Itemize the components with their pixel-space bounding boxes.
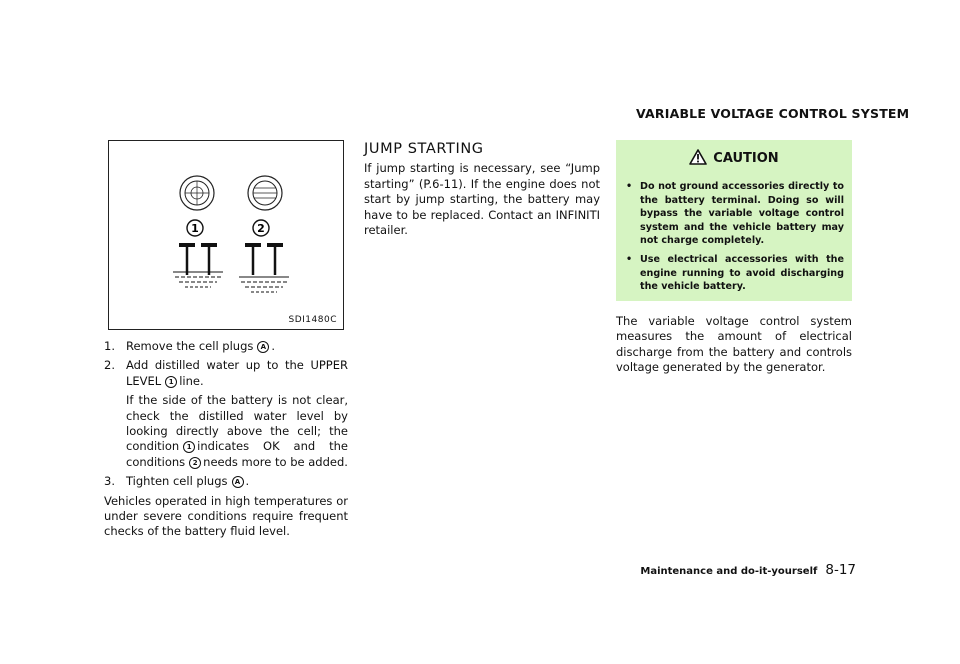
warning-triangle-icon [689,149,707,165]
marker-a-icon: A [257,341,269,353]
step-2 [104,358,348,389]
step-2-detail: If the side of the battery is not clear, check the distilled water level by looking directly above the cell; the condition 1 indicates OK and the conditions 2 needs more to be added. [126,393,348,469]
list-item [626,180,844,248]
marker-1-icon: 1 [183,441,195,453]
marker-a-icon: A [232,476,244,488]
caution-text: Do not ground accessories directly to the battery terminal. Doing so will bypass the variable voltage control system and the vehicle battery may not charge completely. [640,181,844,247]
jump-starting-paragraph: If jump starting is necessary, see “Jump starting” (P.6-11). If the engine does not start by jump starting, the battery may have to be replaced. Contact an INFINITI retailer. [364,161,600,238]
marker-2-icon [253,220,269,236]
page-number: 8-17 [825,562,856,578]
vvcs-paragraph: The variable voltage control system measures the amount of electrical discharge from the battery and controls voltage generated by the generator. [616,314,852,375]
step-text: Tighten cell plugs [126,474,228,489]
marker-1-icon [187,220,203,236]
step-3 [104,474,348,489]
step-text-end: . [245,474,250,489]
battery-cell-illustration [109,141,345,331]
page-footer [640,562,856,578]
jump-starting-section [364,142,600,238]
bullet-icon: • [626,181,633,192]
section-heading: JUMP STARTING [364,141,484,157]
section-heading-vvcs: VARIABLE VOLTAGE CONTROL SYSTEM [636,106,910,121]
caution-box [616,140,852,301]
vvcs-section [616,314,852,376]
cell-plug-left-icon [180,176,214,210]
caution-title: CAUTION [713,151,779,166]
step-text: Remove the cell plugs [126,339,254,353]
caution-text: Use electrical accessories with the engine running to avoid discharging the vehicle battery. [640,253,844,293]
cell-plates-ok-icon [173,243,223,287]
step-number: 1. [104,339,115,353]
marker-2-icon: 2 [189,457,201,469]
marker-2-label: 2 [257,222,265,235]
battery-fluid-instructions [104,339,348,540]
cell-plug-right-icon [248,176,282,210]
step-text-end: line. [179,373,204,388]
step-text: Add distilled water up to the UPPER LEVEL [126,358,348,388]
closing-paragraph: Vehicles operated in high temperatures or under severe conditions require frequent checks of the battery fluid level. [104,493,348,539]
marker-1-label: 1 [191,222,199,235]
marker-1-icon: 1 [165,376,177,388]
caution-heading [616,149,852,166]
figure-code: SDI1480C [288,315,337,325]
step-number: 3. [104,474,115,489]
caution-list [626,180,844,299]
step-number: 2. [104,358,115,373]
cell-plates-low-icon [239,243,289,292]
footer-section-title: Maintenance and do-it-yourself [640,566,818,577]
step-1 [104,339,348,354]
step-text-end: . [271,339,276,353]
battery-cell-figure [108,140,344,330]
list-item [626,253,844,294]
bullet-icon: • [626,253,633,265]
